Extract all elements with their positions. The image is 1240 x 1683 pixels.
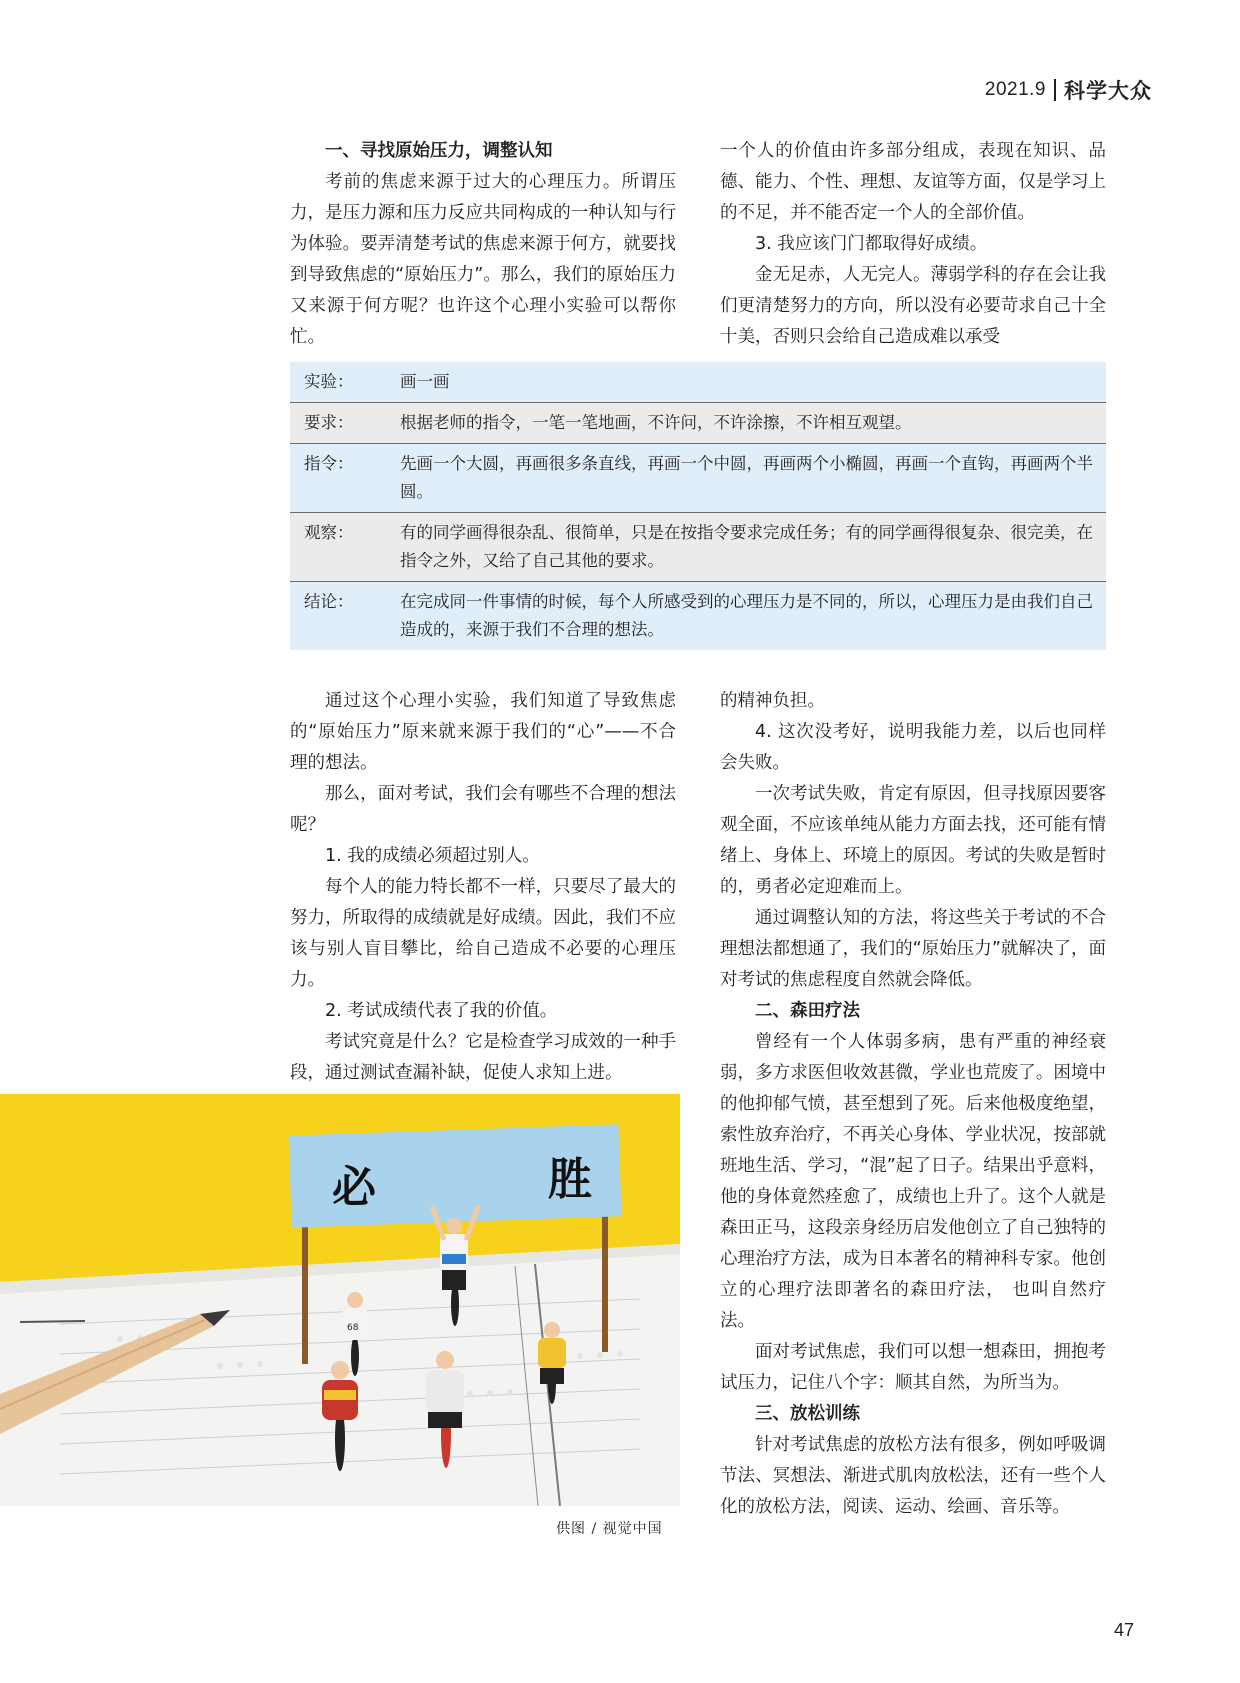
paragraph: 一次考试失败，肯定有原因，但寻找原因要客观全面，不应该单纯从能力方面去找，还可能有情绪上、身体上、环境上的原因。考试的失败是暂时的，勇者必定迎难而上。 xyxy=(720,784,1106,897)
page-number: 47 xyxy=(1113,1620,1134,1640)
column-2-bottom xyxy=(720,686,1106,1523)
row-value: 先画一个大圆，再画很多条直线，再画一个中圆，再画两个小椭圆，再画一个直钩，再画两个半圆。 xyxy=(388,444,1106,513)
cyclists-photo xyxy=(0,1094,680,1506)
table-row xyxy=(290,582,1106,651)
table-row xyxy=(290,444,1106,513)
row-key: 指令： xyxy=(290,444,388,513)
running-header xyxy=(985,74,1152,106)
paragraph: 考试究竟是什么？它是检查学习成效的一种手段，通过测试查漏补缺，促使人求知上进。 xyxy=(290,1032,676,1083)
paragraph: 考前的焦虑来源于过大的心理压力。所谓压力，是压力源和压力反应共同构成的一种认知与行为体验。要弄清楚考试的焦虑来源于何方，就要找到导致焦虑的“原始压力”。那么，我们的原始压力又来源于何方呢？也许这个心理小实验可以帮你忙。 xyxy=(290,172,676,347)
table-row xyxy=(290,403,1106,444)
experiment-table xyxy=(290,362,1106,650)
row-key: 结论： xyxy=(290,582,388,651)
paragraph: 针对考试焦虑的放松方法有很多，例如呼吸调节法、冥想法、渐进式肌肉放松法，还有一些个人化的放松方法，阅读、运动、绘画、音乐等。 xyxy=(720,1435,1106,1517)
row-value: 在完成同一件事情的时候，每个人所感受到的心理压力是不同的，所以，心理压力是由我们自己造成的，来源于我们不合理的想法。 xyxy=(388,582,1106,651)
banner-char-left: 必 xyxy=(332,1162,376,1213)
row-key: 实验： xyxy=(290,362,388,403)
bib-number: 68 xyxy=(347,1323,359,1333)
row-value: 画一画 xyxy=(388,362,1106,403)
banner-char-right: 胜 xyxy=(548,1154,592,1205)
section-3-heading: 三、放松训练 xyxy=(755,1404,860,1424)
header-divider xyxy=(1054,79,1056,101)
row-key: 观察： xyxy=(290,513,388,582)
column-1-bottom xyxy=(290,686,676,1089)
row-value: 有的同学画得很杂乱、很简单，只是在按指令要求完成任务；有的同学画得很复杂、很完美，在指令之外，又给了自己其他的要求。 xyxy=(388,513,1106,582)
column-1-top xyxy=(290,136,676,353)
paragraph: 通过这个心理小实验，我们知道了导致焦虑的“原始压力”原来就来源于我们的“心”——不合理的想法。 xyxy=(290,691,676,773)
section-1-heading: 一、寻找原始压力，调整认知 xyxy=(325,141,553,161)
list-item-1: 1. 我的成绩必须超过别人。 xyxy=(325,846,540,866)
column-2-top xyxy=(720,136,1106,353)
paragraph: 面对考试焦虑，我们可以想一想森田，拥抱考试压力，记住八个字：顺其自然，为所当为。 xyxy=(720,1342,1106,1393)
list-item-4: 4. 这次没考好，说明我能力差，以后也同样会失败。 xyxy=(720,722,1106,773)
photo-illustration xyxy=(0,1094,680,1506)
paragraph: 一个人的价值由许多部分组成，表现在知识、品德、能力、个性、理想、友谊等方面，仅是学习上的不足，并不能否定一个人的全部价值。 xyxy=(720,141,1106,223)
paragraph: 的精神负担。 xyxy=(720,691,825,711)
paragraph: 曾经有一个人体弱多病，患有严重的神经衰弱，多方求医但收效甚微，学业也荒废了。困境中的他抑郁气愤，甚至想到了死。后来他极度绝望，索性放弃治疗，不再关心身体、学业状况，按部就班地生活、学习，“混”起了日子。结果出乎意料，他的身体竟然痊愈了，成绩也上升了。这个人就是森田正马，这段亲身经历启发他创立了自己独特的心理治疗方法，成为日本著名的精神科专家。他创立的心理疗法即著名的森田疗法， 也叫自然疗法。 xyxy=(720,1032,1106,1331)
magazine-name: 科学大众 xyxy=(1064,78,1152,103)
photo-credit: 供图 / 视觉中国 xyxy=(556,1521,663,1537)
paragraph: 金无足赤，人无完人。薄弱学科的存在会让我们更清楚努力的方向，所以没有必要苛求自己十全十美，否则只会给自己造成难以承受 xyxy=(720,265,1106,347)
row-key: 要求： xyxy=(290,403,388,444)
row-value: 根据老师的指令，一笔一笔地画，不许问，不许涂擦，不许相互观望。 xyxy=(388,403,1106,444)
table-row xyxy=(290,513,1106,582)
paragraph: 通过调整认知的方法，将这些关于考试的不合理想法都想通了，我们的“原始压力”就解决了，面对考试的焦虑程度自然就会降低。 xyxy=(720,908,1106,990)
paragraph: 每个人的能力特长都不一样，只要尽了最大的努力，所取得的成绩就是好成绩。因此，我们不应该与别人盲目攀比，给自己造成不必要的心理压力。 xyxy=(290,877,676,990)
section-2-heading: 二、森田疗法 xyxy=(755,1001,860,1021)
paragraph: 那么，面对考试，我们会有哪些不合理的想法呢？ xyxy=(290,784,676,835)
list-item-2: 2. 考试成绩代表了我的价值。 xyxy=(325,1001,558,1021)
list-item-3: 3. 我应该门门都取得好成绩。 xyxy=(755,234,988,254)
issue-date: 2021.9 xyxy=(984,79,1046,100)
table-row xyxy=(290,362,1106,403)
